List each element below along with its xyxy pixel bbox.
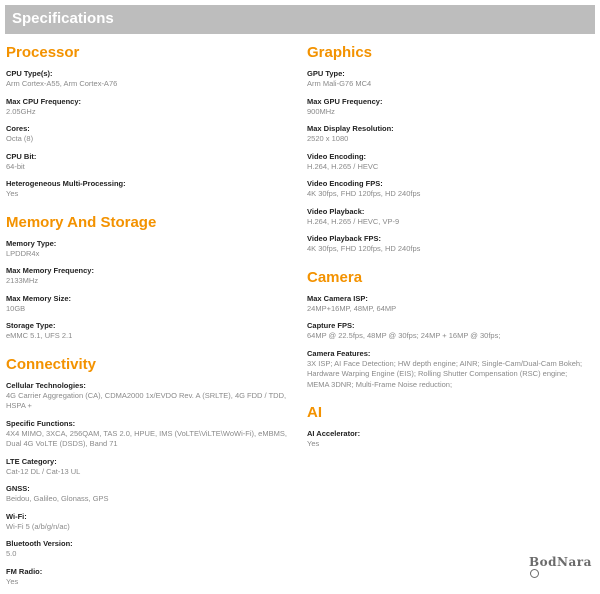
spec-cpu-bit <box>6 152 298 173</box>
spec-value: Beidou, Galileo, Glonass, GPS <box>6 494 109 503</box>
spec-label: Heterogeneous Multi-Processing: <box>6 179 126 188</box>
spec-value: 4X4 MIMO, 3XCA, 256QAM, TAS 2.0, HPUE, IMS (VoLTE\ViLTE\WoWi-Fi), eMBMS, Dual 4G VoLTE (DSDS), Band 71 <box>6 428 287 448</box>
section-processor <box>6 44 298 200</box>
page-title: Specifications <box>12 10 114 27</box>
spec-label: Max Memory Frequency: <box>6 266 94 275</box>
spec-cellular-technologies <box>6 381 298 412</box>
spec-label: GPU Type: <box>307 69 345 78</box>
right-column <box>307 44 589 457</box>
spec-value: 24MP+16MP, 48MP, 64MP <box>307 303 397 313</box>
spec-hmp <box>6 179 298 200</box>
spec-label: Bluetooth Version: <box>6 539 73 548</box>
spec-label: AI Accelerator: <box>307 429 361 438</box>
spec-label: Wi-Fi: <box>6 511 27 521</box>
spec-value: H.264, H.265 / HEVC, VP-9 <box>307 216 400 226</box>
speech-bubble-icon <box>530 569 539 578</box>
section-title: Camera <box>307 268 363 286</box>
spec-max-memory-frequency <box>6 266 298 287</box>
section-title: Memory And Storage <box>6 213 157 231</box>
section-title: Connectivity <box>6 355 97 373</box>
spec-capture-fps <box>307 321 589 342</box>
spec-max-camera-isp <box>307 294 589 315</box>
spec-label: Video Encoding FPS: <box>307 179 383 188</box>
spec-value: Wi-Fi 5 (a/b/g/n/ac) <box>6 521 70 531</box>
specifications-header <box>5 5 595 34</box>
left-column <box>6 44 298 594</box>
spec-cpu-types <box>6 69 298 90</box>
spec-value: Yes <box>6 576 19 586</box>
spec-camera-features <box>307 349 589 391</box>
section-title: Processor <box>6 44 80 61</box>
spec-max-memory-size <box>6 294 298 315</box>
spec-label: Specific Functions: <box>6 418 76 428</box>
spec-label: GNSS: <box>6 484 30 493</box>
spec-specific-functions <box>6 419 298 450</box>
spec-label: Video Playback: <box>307 206 365 216</box>
spec-value: H.264, H.265 / HEVC <box>307 161 379 171</box>
spec-value: Octa (8) <box>6 134 34 143</box>
section-ai <box>307 404 589 450</box>
spec-label: LTE Category: <box>6 456 57 466</box>
spec-value: Yes <box>6 189 19 198</box>
section-title: AI <box>307 404 322 421</box>
spec-memory-type <box>6 239 298 260</box>
spec-value: 5.0 <box>6 549 17 558</box>
spec-value: LPDDR4x <box>6 248 40 258</box>
spec-label: Cellular Technologies: <box>6 380 86 390</box>
section-connectivity <box>6 356 298 588</box>
spec-value: 4K 30fps, FHD 120fps, HD 240fps <box>307 244 421 253</box>
spec-value: 2520 x 1080 <box>307 134 349 143</box>
spec-video-encoding <box>307 152 589 173</box>
section-memory-storage <box>6 214 298 342</box>
spec-label: Max Display Resolution: <box>307 124 394 133</box>
spec-cores <box>6 124 298 145</box>
watermark-logo <box>529 555 600 583</box>
spec-label: Storage Type: <box>6 321 56 330</box>
spec-video-playback <box>307 207 589 228</box>
spec-label: Max Memory Size: <box>6 293 72 303</box>
spec-value: 64MP @ 22.5fps, 48MP @ 30fps; 24MP + 16MP @ 30fps; <box>307 331 501 340</box>
spec-value: Yes <box>307 439 320 448</box>
section-camera <box>307 269 589 391</box>
spec-label: Max CPU Frequency: <box>6 96 82 106</box>
watermark-text: BodNara <box>529 555 592 569</box>
spec-value: Arm Cortex-A55, Arm Cortex-A76 <box>6 79 118 88</box>
section-graphics <box>307 44 589 255</box>
spec-value: 4K 30fps, FHD 120fps, HD 240fps <box>307 189 421 198</box>
spec-label: CPU Type(s): <box>6 69 53 78</box>
spec-storage-type <box>6 321 298 342</box>
spec-lte-category <box>6 457 298 478</box>
spec-gpu-type <box>307 69 589 90</box>
spec-value: Arm Mali-G76 MC4 <box>307 79 372 88</box>
section-title: Graphics <box>307 44 373 61</box>
spec-fm-radio <box>6 567 298 588</box>
spec-label: Max GPU Frequency: <box>307 96 383 106</box>
spec-bluetooth-version <box>6 539 298 560</box>
spec-value: 2.05GHz <box>6 106 36 116</box>
spec-value: 3X ISP; AI Face Detection; HW depth engine; AINR; Single-Cam/Dual-Cam Bokeh; Hardware Warping Engine (EIS); Rolling Shutter Compensation (RSC) engine; MEMA 3DNR; Multi-Frame Noise reduction; <box>307 358 583 389</box>
spec-wifi <box>6 512 298 533</box>
spec-video-playback-fps <box>307 234 589 255</box>
spec-label: Max Camera ISP: <box>307 293 368 303</box>
spec-max-display-resolution <box>307 124 589 145</box>
spec-value: 64-bit <box>6 161 25 171</box>
spec-label: Cores: <box>6 124 30 133</box>
spec-label: Capture FPS: <box>307 321 355 330</box>
spec-label: Camera Features: <box>307 348 371 358</box>
spec-gnss <box>6 484 298 505</box>
spec-label: FM Radio: <box>6 566 43 576</box>
spec-label: Memory Type: <box>6 238 57 248</box>
spec-value: 900MHz <box>307 106 335 116</box>
spec-video-encoding-fps <box>307 179 589 200</box>
spec-value: 2133MHz <box>6 276 39 285</box>
spec-value: Cat-12 DL / Cat-13 UL <box>6 466 81 476</box>
spec-label: CPU Bit: <box>6 151 37 161</box>
spec-label: Video Playback FPS: <box>307 234 382 243</box>
spec-max-gpu-frequency <box>307 97 589 118</box>
spec-label: Video Encoding: <box>307 151 367 161</box>
spec-value: 4G Carrier Aggregation (CA), CDMA2000 1x/EVDO Rev. A (SRLTE), 4G FDD / TDD, HSPA + <box>6 390 287 410</box>
spec-ai-accelerator <box>307 429 589 450</box>
spec-max-cpu-frequency <box>6 97 298 118</box>
spec-value: eMMC 5.1, UFS 2.1 <box>6 331 73 340</box>
spec-value: 10GB <box>6 303 26 313</box>
